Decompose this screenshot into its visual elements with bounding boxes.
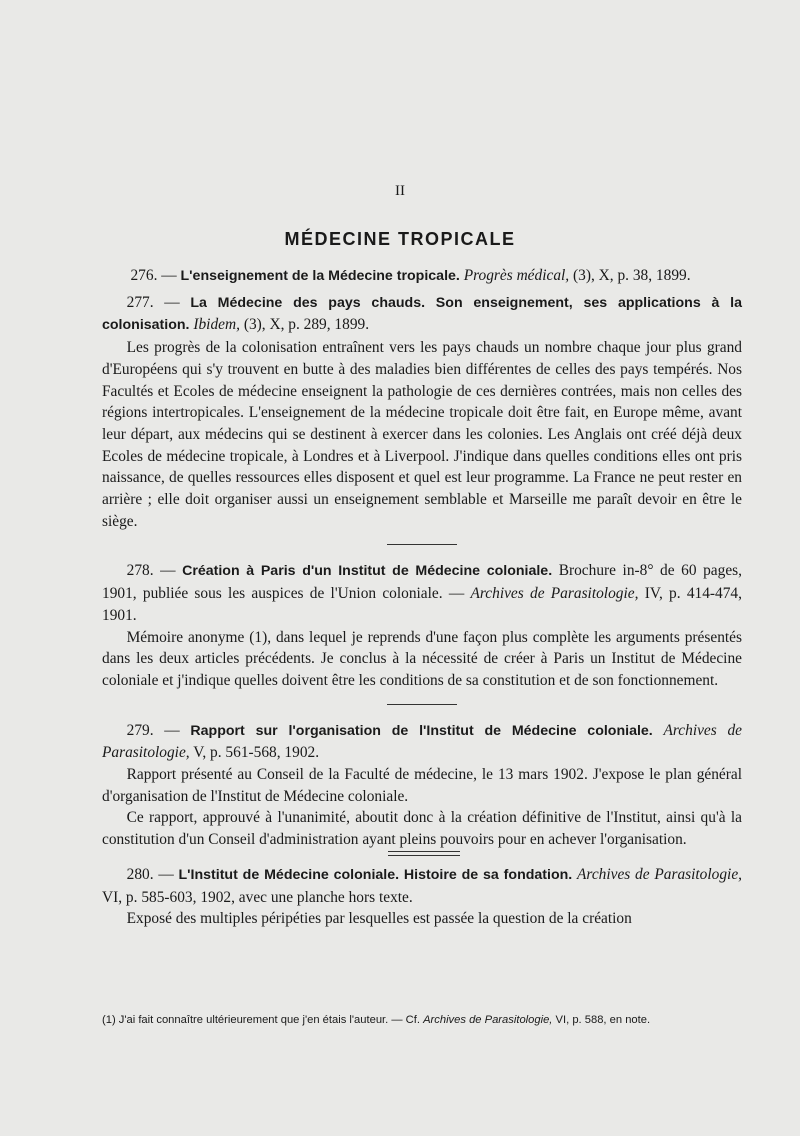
entry-source-details: IV, p. 414-474, 1901.: [102, 585, 742, 624]
entry-source-details: (3), X, p. 289, 1899.: [243, 316, 370, 334]
section-title: MÉDECINE TROPICALE: [284, 229, 516, 249]
main-text: [102, 265, 742, 930]
entry-source-title: Archives de Parasitologie,: [577, 865, 742, 883]
entry-title: La Médecine des pays chauds. Son enseignement, ses applications à la colonisation.: [102, 294, 742, 334]
entry-279-abstract-2: Ce rapport, approuvé à l'unanimité, aboutit donc à la création définitive de l'Institut, ainsi qu'à la constitution d'un Conseil d'administration ayant pleins pouvoirs pour en achever l'organisation.: [102, 809, 742, 849]
entry-280-abstract: Exposé des multiples péripéties par lesquelles est passée la question de la création: [126, 910, 632, 928]
separator-rule: [387, 704, 457, 705]
footnote-source-title: Archives de Parasitologie,: [423, 1014, 553, 1026]
entry-number: 276. —: [130, 267, 177, 284]
entry-title: L'Institut de Médecine coloniale. Histoire de sa fondation.: [178, 866, 573, 883]
entry-number: 279. —: [126, 721, 180, 739]
entry-title: Rapport sur l'organisation de l'Institut de Médecine coloniale.: [190, 722, 653, 739]
entry-source-title: Ibidem,: [193, 316, 240, 334]
entry-source-title: Archives de Parasitologie,: [470, 585, 639, 603]
entry-source-title: Progrès médical,: [463, 267, 570, 284]
entry-source-details: V, p. 561-568, 1902.: [193, 744, 320, 762]
entry-source-details: VI, p. 585-603, 1902, avec une planche hors texte.: [102, 888, 413, 906]
footnote-text: (1) J'ai fait connaître ultérieurement que j'en étais l'auteur. — Cf.: [102, 1014, 420, 1026]
separator-rule: [387, 544, 457, 545]
entry-number: 280. —: [126, 865, 174, 883]
entry-277-abstract: Les progrès de la colonisation entraînent vers les pays chauds un nombre chaque jour plus grand d'Européens qui s'y trouvent en butte à des maladies bien différentes de celles des pays tempérés. Nos Facultés et Ecoles de médecine enseignent la pathologie de ces dernières contrées, mais non celles des régions intertropicales. L'enseignement de la médecine tropicale doit être fait, en Europe même, avant leur départ, aux médecins qui se destinent à exercer dans les colonies. Les Anglais ont créé déjà deux Ecoles de médecine tropicale, à Londres et à Liverpool. J'indique dans quelles conditions elles ont pris naissance, de quelles ressources elles disposent et quel est leur programme. La France ne peut rester en arrière ; elle doit organiser aussi un enseignement semblable et Marseille me paraît devoir en être le siège.: [102, 339, 742, 530]
entry-279-abstract-1: Rapport présenté au Conseil de la Faculté de médecine, le 13 mars 1902. J'expose le plan général d'organisation de l'Institut de Médecine coloniale.: [102, 766, 742, 805]
entry-276: [102, 265, 742, 288]
entry-278-abstract: Mémoire anonyme (1), dans lequel je reprends d'une façon plus complète les arguments présentés dans les deux articles précédents. Je conclus à la nécessité de créer à Paris un Institut de Médecine coloniale et j'indique quelles doivent être les conditions de sa constitution et de son fonctionnement.: [102, 628, 742, 689]
entry-280: [102, 864, 742, 908]
double-separator-rule: [388, 851, 460, 856]
entry-277: [102, 292, 742, 337]
entry-278: [102, 560, 742, 626]
entry-source-title: Archives de Parasitologie,: [102, 721, 742, 762]
entry-number: 278. —: [126, 562, 176, 580]
entry-source-prefix: Brochure in-8° de 60 pages, 1901, publiée sous les auspices de l'Union coloniale. —: [102, 562, 742, 603]
footnote: [102, 1012, 747, 1029]
footnote-source-details: VI, p. 588, en note.: [555, 1014, 651, 1026]
entry-279: [102, 720, 742, 764]
entry-number: 277. —: [126, 293, 180, 311]
section-number: II: [395, 183, 405, 199]
entry-title: L'enseignement de la Médecine tropicale.: [180, 268, 460, 284]
show-through-texture: [95, 130, 735, 180]
entry-source-details: (3), X, p. 38, 1899.: [573, 267, 691, 284]
entry-title: Création à Paris d'un Institut de Médecine coloniale.: [182, 563, 553, 580]
